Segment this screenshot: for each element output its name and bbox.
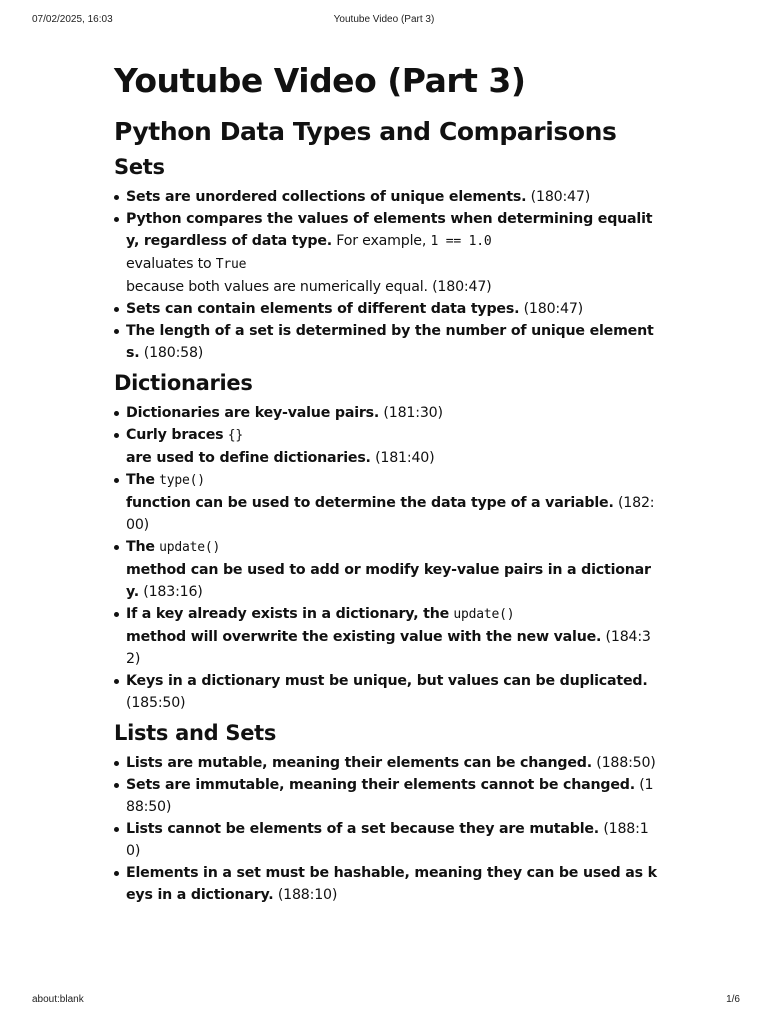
list-item: Sets can contain elements of different data types. (180:47)	[126, 298, 660, 320]
timestamp: (184:32)	[126, 629, 651, 667]
inline-code: update()	[453, 607, 515, 622]
list-item: Sets are immutable, meaning their elements cannot be changed. (188:50)	[126, 774, 660, 818]
inline-code: update()	[159, 540, 221, 555]
dictionaries-list	[114, 402, 660, 714]
list-item: The type() function can be used to determine the data type of a variable. (182:00)	[126, 469, 660, 536]
print-url: about:blank	[32, 994, 84, 1005]
list-item: If a key already exists in a dictionary, the update() method will overwrite the existing value with the new value. (184:32)	[126, 603, 660, 670]
list-item: Keys in a dictionary must be unique, but values can be duplicated. (185:50)	[126, 670, 660, 714]
timestamp: (188:10)	[126, 821, 649, 859]
list-item: Sets are unordered collections of unique elements. (180:47)	[126, 186, 660, 208]
timestamp: (188:10)	[277, 887, 338, 903]
inline-code: {}	[227, 428, 243, 443]
timestamp: (188:50)	[126, 777, 654, 815]
timestamp: (181:30)	[383, 405, 443, 421]
print-title: Youtube Video (Part 3)	[333, 14, 435, 25]
lists-and-sets-list	[114, 752, 660, 906]
list-item: Lists cannot be elements of a set because they are mutable. (188:10)	[126, 818, 660, 862]
inline-code: 1 == 1.0	[430, 234, 492, 249]
page-subtitle: Python Data Types and Comparisons	[114, 117, 617, 146]
list-item: Curly braces {} are used to define dictionaries. (181:40)	[126, 424, 660, 469]
print-footer	[0, 994, 768, 1014]
page-title: Youtube Video (Part 3)	[114, 61, 526, 100]
timestamp: (185:50)	[126, 695, 186, 711]
section-heading-lists-and-sets: Lists and Sets	[114, 721, 277, 745]
timestamp: (188:50)	[596, 755, 656, 771]
section-heading-dictionaries: Dictionaries	[114, 371, 253, 395]
timestamp: (180:47)	[530, 189, 591, 205]
list-item: Dictionaries are key-value pairs. (181:30)	[126, 402, 660, 424]
inline-code: type()	[159, 473, 205, 488]
timestamp: (180:47)	[523, 301, 583, 317]
timestamp: (183:16)	[143, 584, 203, 600]
page-number: 1/6	[726, 994, 740, 1005]
timestamp: (181:40)	[375, 450, 435, 466]
list-item: The length of a set is determined by the number of unique elements. (180:58)	[126, 320, 660, 364]
list-item: Lists are mutable, meaning their elements can be changed. (188:50)	[126, 752, 660, 774]
list-item: Python compares the values of elements when determining equality, regardless of data type. For example, 1 == 1.0 evaluates to True because both values are numerically equal. (180:47)	[126, 208, 660, 298]
document-content	[114, 58, 660, 906]
print-datetime: 07/02/2025, 16:03	[32, 14, 113, 25]
inline-code: True	[215, 257, 247, 272]
timestamp: (182:00)	[126, 495, 655, 533]
section-heading-sets: Sets	[114, 155, 165, 179]
timestamp: (180:58)	[143, 345, 204, 361]
timestamp: (180:47)	[432, 279, 492, 295]
sets-list	[114, 186, 660, 364]
list-item: The update() method can be used to add or modify key-value pairs in a dictionary. (183:16)	[126, 536, 660, 603]
print-header	[0, 14, 768, 34]
list-item: Elements in a set must be hashable, meaning they can be used as keys in a dictionary. (188:10)	[126, 862, 660, 906]
